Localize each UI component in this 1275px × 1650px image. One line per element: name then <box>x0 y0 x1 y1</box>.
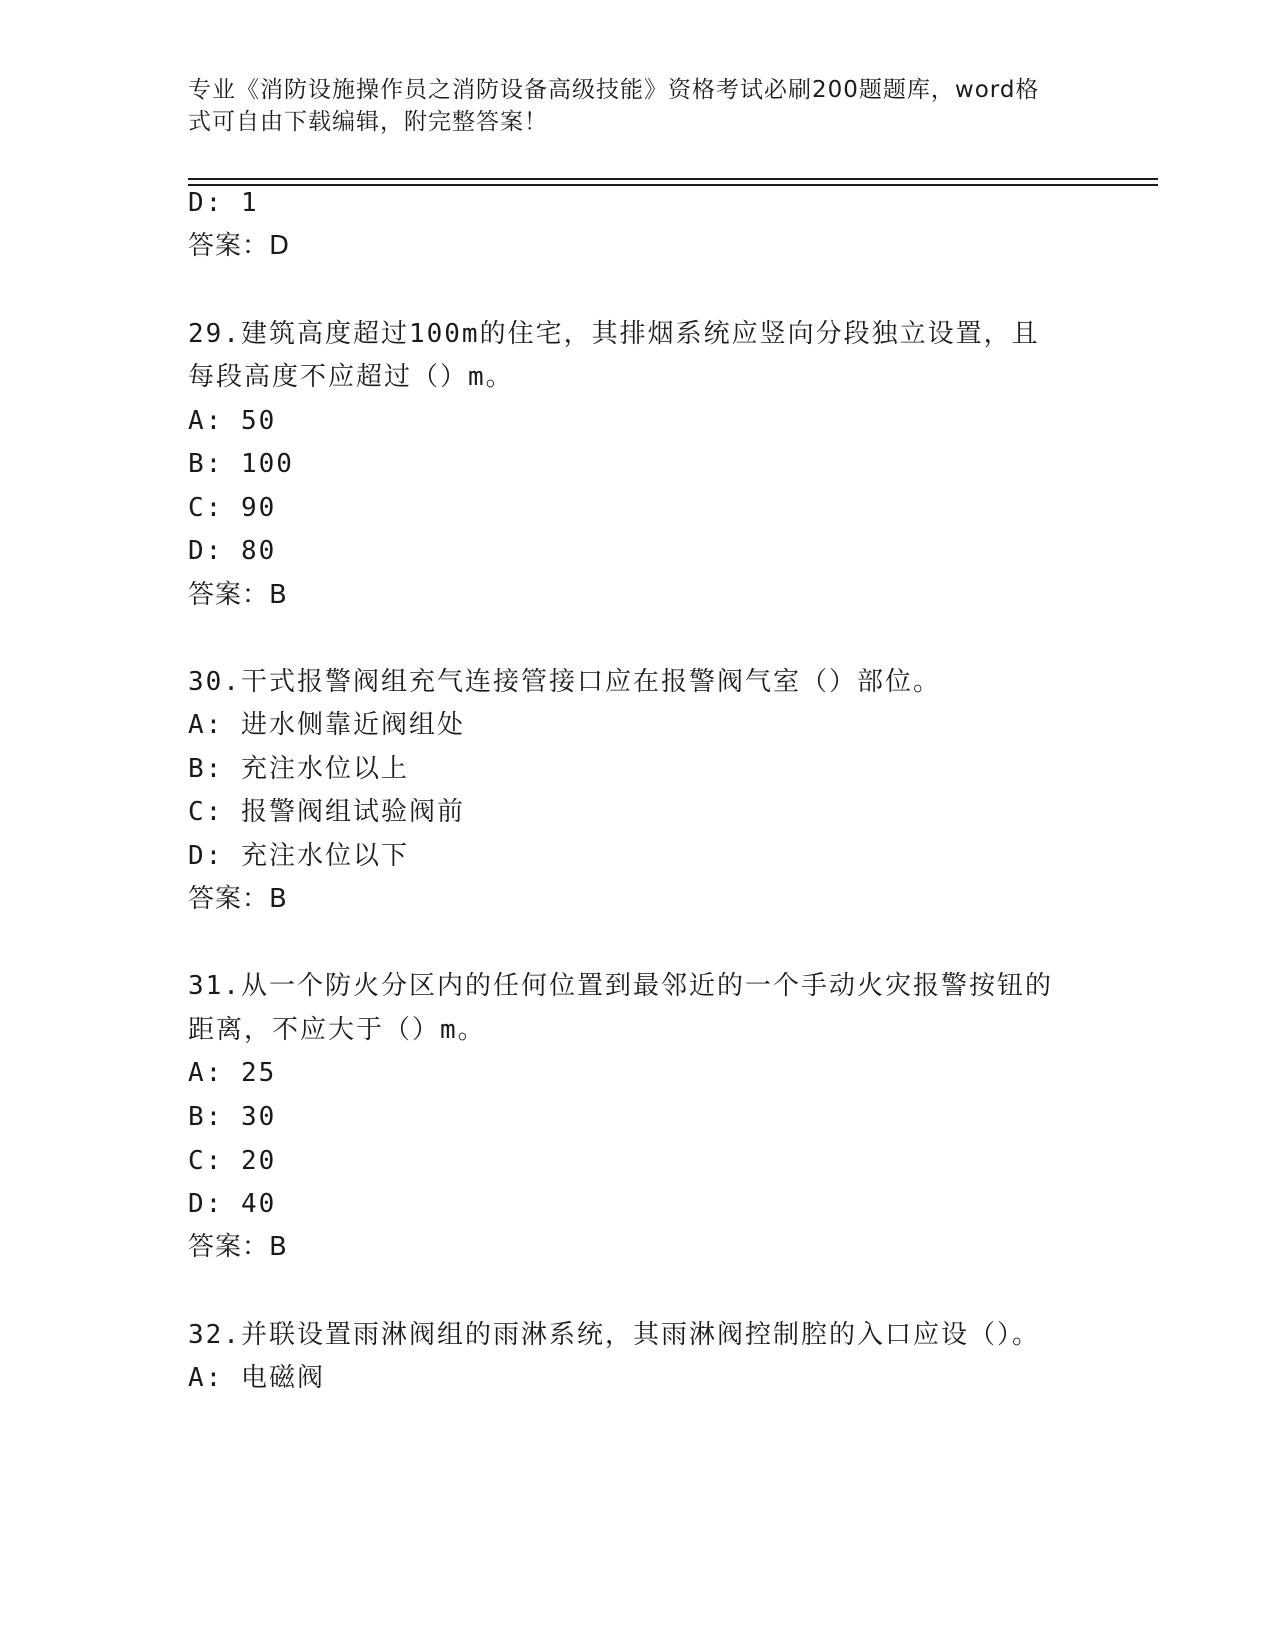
q29-stem-line-2: 每段高度不应超过（）m。 <box>188 362 514 392</box>
q31-stem-line-2: 距离，不应大于（）m。 <box>188 1015 486 1045</box>
q32-stem-line-1: 32.并联设置雨淋阀组的雨淋系统，其雨淋阀控制腔的入口应设（）。 <box>188 1320 1040 1350</box>
q29-option-c: C: 90 <box>188 493 277 523</box>
q31-answer: 答案：B <box>188 1232 288 1262</box>
q30-answer: 答案：B <box>188 884 288 914</box>
document-header <box>188 74 1088 138</box>
q30-option-c: C: 报警阀组试验阀前 <box>188 797 465 827</box>
q29-option-b: B: 100 <box>188 449 294 479</box>
q31-option-c: C: 20 <box>188 1146 277 1176</box>
q30-option-b: B: 充注水位以上 <box>188 754 409 784</box>
q29-option-a: A: 50 <box>188 406 277 436</box>
header-divider-bottom <box>188 184 1158 186</box>
header-divider-top <box>188 178 1158 180</box>
q29-answer: 答案：B <box>188 580 288 610</box>
q30-option-d: D: 充注水位以下 <box>188 841 409 871</box>
q31-option-a: A: 25 <box>188 1058 277 1088</box>
q29-option-d: D: 80 <box>188 536 277 566</box>
q31-option-d: D: 40 <box>188 1189 277 1219</box>
prev-option-d: D: 1 <box>188 188 259 218</box>
q29-stem-line-1: 29.建筑高度超过100m的住宅，其排烟系统应竖向分段独立设置，且 <box>188 319 1040 349</box>
q30-option-a: A: 进水侧靠近阀组处 <box>188 710 465 740</box>
q30-stem-line-1: 30.干式报警阀组充气连接管接口应在报警阀气室（）部位。 <box>188 667 941 697</box>
header-line-2: 式可自由下载编辑，附完整答案！ <box>188 109 548 135</box>
header-line-1: 专业《消防设施操作员之消防设备高级技能》资格考试必刷200题题库，word格 <box>188 77 1040 103</box>
q31-stem-line-1: 31.从一个防火分区内的任何位置到最邻近的一个手动火灾报警按钮的 <box>188 971 1053 1001</box>
prev-answer: 答案：D <box>188 231 291 261</box>
q32-option-a: A: 电磁阀 <box>188 1363 325 1393</box>
q31-option-b: B: 30 <box>188 1102 277 1132</box>
